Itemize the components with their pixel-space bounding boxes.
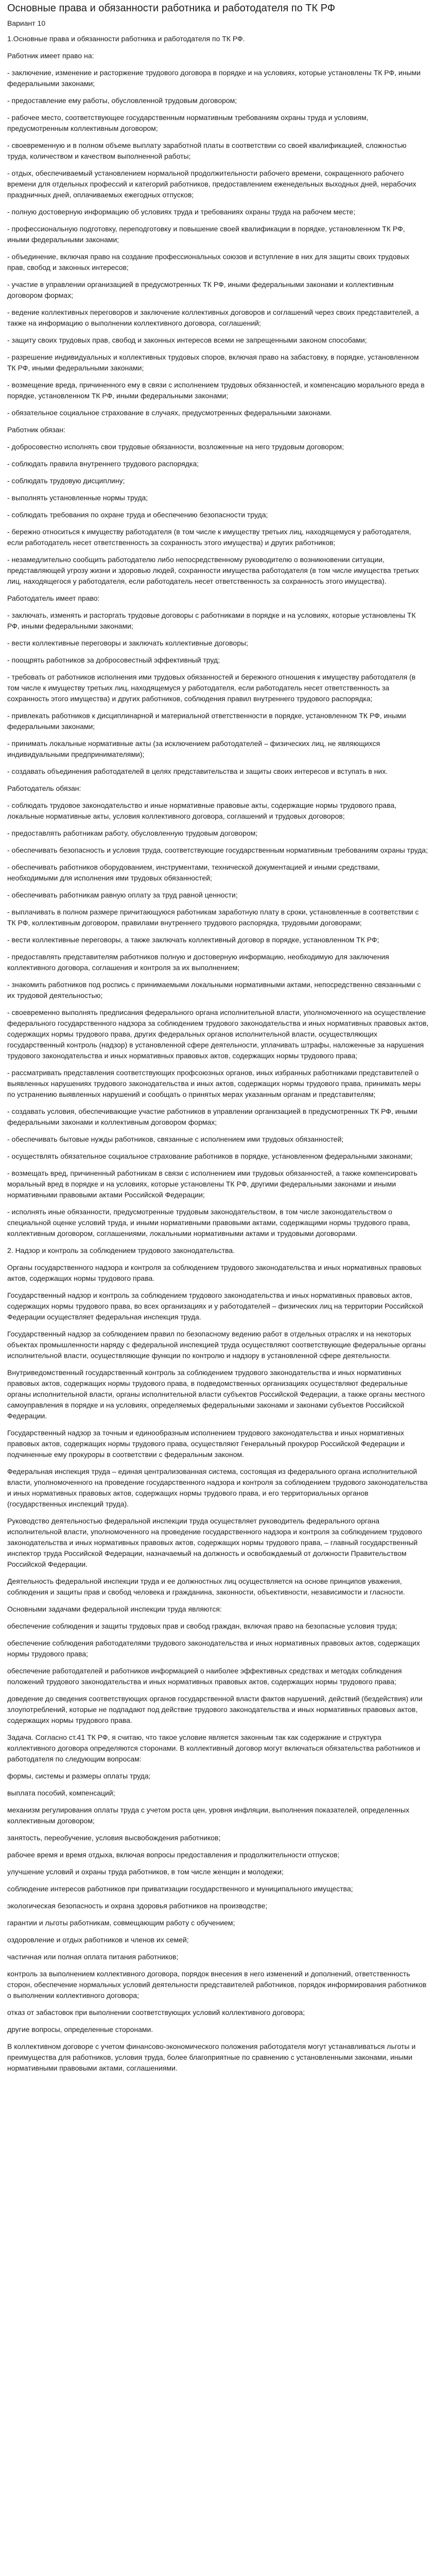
document-paragraph: Деятельность федеральной инспекции труда и ее должностных лиц осуществляется на основе принципов уважения, соблюдения и защиты прав и свобод человека и гражданина, законности, объективности, независимости и гласности. xyxy=(7,1577,405,1596)
document-body xyxy=(7,33,429,2074)
document-paragraph: соблюдение интересов работников при приватизации государственного и муниципального имущества; xyxy=(7,1885,353,1893)
document-paragraph: - выполнять установленные нормы труда; xyxy=(7,494,148,502)
document-paragraph: - знакомить работников под роспись с принимаемыми локальными нормативными актами, непосредственно связанными с их трудовой деятельностью; xyxy=(7,980,421,999)
document-paragraph: - обязательное социальное страхование в случаях, предусмотренных федеральными законами. xyxy=(7,409,332,417)
document-paragraph: формы, системы и размеры оплаты труда; xyxy=(7,1772,151,1780)
document-paragraph: Работник имеет право на: xyxy=(7,52,94,60)
document-paragraph: - соблюдать требования по охране труда и обеспечению безопасности труда; xyxy=(7,511,268,519)
document-paragraph: - вести коллективные переговоры, а также заключать коллективный договор в порядке, установленном ТК РФ; xyxy=(7,936,379,944)
document-paragraph: - добросовестно исполнять свои трудовые обязанности, возложенные на него трудовым договором; xyxy=(7,443,344,451)
document-paragraph: Работодатель имеет право: xyxy=(7,594,100,602)
document-paragraph: Основными задачами федеральной инспекции труда являются: xyxy=(7,1605,222,1613)
document-paragraph: - незамедлительно сообщить работодателю либо непосредственному руководителю о возникновении ситуации, представляющей угрозу жизни и здоровью людей, сохранности имущества работодателя (в том числе имущества третьих лиц, находящегося у работодателя, если работодатель несет ответственность за сохранность этого имущества). xyxy=(7,555,419,585)
document-paragraph: - предоставлять представителям работников полную и достоверную информацию, необходимую для заключения коллективного договора, соглашения и контроля за их выполнением; xyxy=(7,953,389,972)
document-paragraph: Работник обязан: xyxy=(7,426,66,434)
document-paragraph: - обеспечивать безопасность и условия труда, соответствующие государственным нормативным требованиям охраны труда; xyxy=(7,846,428,854)
document-paragraph: - заключение, изменение и расторжение трудового договора в порядке и на условиях, которые установлены ТК РФ, иными федеральными законами; xyxy=(7,69,421,88)
document-paragraph: другие вопросы, определенные сторонами. xyxy=(7,2025,153,2033)
document-paragraph: - возмещать вред, причиненный работникам в связи с исполнением ими трудовых обязанностей, а также компенсировать моральный вред в порядке и на условиях, которые установлены ТК РФ, другими федеральными законами и иными нормативными правовыми актами Российской Федерации; xyxy=(7,1169,417,1199)
document-paragraph: Государственный надзор и контроль за соблюдением трудового законодательства и иных нормативных правовых актов, содержащих нормы трудового права, во всех организациях и у работодателей – физических лиц на территории Российской Федерации осуществляет федеральная инспекция труда. xyxy=(7,1291,424,1321)
document-paragraph: Задача. Согласно ст.41 ТК РФ, я считаю, что такое условие является законным так как содержание и структура коллективного договора определяются сторонами. В коллективный договор могут включаться обязательства работников и работодателя по следующим вопросам: xyxy=(7,1733,421,1763)
document-paragraph: - отдых, обеспечиваемый установлением нормальной продолжительности рабочего времени, сокращенного рабочего времени для отдельных профессий и категорий работников, предоставлением еженедельных выходных дней, нерабочих праздничных дней, оплачиваемых ежегодных отпусков; xyxy=(7,169,416,199)
document-paragraph: Руководство деятельностью федеральной инспекции труда осуществляет руководитель федерального органа исполнительной власти, уполномоченного на проведение государственного надзора и контроля за соблюдением трудового законодательства и иных нормативных правовых актов, содержащих нормы трудового права, – главный государственный инспектор труда Российской Федерации, назначаемый на должность и освобождаемый от должности Правительством Российской Федерации. xyxy=(7,1517,422,1568)
document-paragraph: - защиту своих трудовых прав, свобод и законных интересов всеми не запрещенными законом способами; xyxy=(7,336,367,344)
document-paragraph: - профессиональную подготовку, переподготовку и повышение своей квалификации в порядке, установленном ТК РФ, иными федеральными законами; xyxy=(7,225,405,244)
document-paragraph: - принимать локальные нормативные акты (за исключением работодателей – физических лиц, не являющихся индивидуальными предпринимателями); xyxy=(7,739,380,758)
document-paragraph: 1.Основные права и обязанности работника и работодателя по ТК РФ. xyxy=(7,35,245,43)
document-paragraph: - заключать, изменять и расторгать трудовые договоры с работниками в порядке и на условиях, которые установлены ТК РФ, иными федеральными законами; xyxy=(7,611,416,630)
document-paragraph: В коллективном договоре с учетом финансово-экономического положения работодателя могут устанавливаться льготы и преимущества для работников, условия труда, более благоприятные по сравнению с установленными законами, иными нормативными правовыми актами, соглашениями. xyxy=(7,2042,416,2072)
document-paragraph: гарантии и льготы работникам, совмещающим работу с обучением; xyxy=(7,1919,235,1927)
variant-label: Вариант 10 xyxy=(7,19,46,27)
document-paragraph: - исполнять иные обязанности, предусмотренные трудовым законодательством, в том числе законодательством о специальной оценке условий труда, и иными нормативными правовыми актами, содержащими нормы трудового права, коллективным договором, соглашениями, локальными нормативными актами и трудовыми договорами. xyxy=(7,1208,410,1238)
document-paragraph: - осуществлять обязательное социальное страхование работников в порядке, установленном федеральными законами; xyxy=(7,1152,413,1160)
document-paragraph: - полную достоверную информацию об условиях труда и требованиях охраны труда на рабочем месте; xyxy=(7,208,356,216)
document-paragraph: - обеспечивать работников оборудованием, инструментами, технической документацией и иными средствами, необходимыми для исполнения ими трудовых обязанностей; xyxy=(7,863,380,882)
document-paragraph: занятость, переобучение, условия высвобождения работников; xyxy=(7,1834,221,1842)
document-paragraph: - соблюдать трудовое законодательство и иные нормативные правовые акты, содержащие нормы трудового права, локальные нормативные акты, условия коллективного договора, соглашений и трудовых договоров; xyxy=(7,801,397,820)
document-paragraph: - привлекать работников к дисциплинарной и материальной ответственности в порядке, установленном ТК РФ, иными федеральными законами; xyxy=(7,711,406,731)
document-paragraph: - своевременно выполнять предписания федерального органа исполнительной власти, уполномоченного на осуществление федерального государственного надзора за соблюдением трудового законодательства и иных нормативных правовых актов, содержащих нормы трудового права, других федеральных органов исполнительной власти, осуществляющих государственный контроль (надзор) в установленной сфере деятельности, уплачивать штрафы, наложенные за нарушения трудового законодательства и иных нормативных правовых актов, содержащих нормы трудового права; xyxy=(7,1008,429,1060)
document-paragraph: - разрешение индивидуальных и коллективных трудовых споров, включая право на забастовку, в порядке, установленном ТК РФ, иными федеральными законами; xyxy=(7,353,419,372)
document-paragraph: - создавать условия, обеспечивающие участие работников в управлении организацией в предусмотренных ТК РФ, иными федеральными законами и коллективным договором формах; xyxy=(7,1107,417,1126)
document-paragraph: обеспечение соблюдения работодателями трудового законодательства и иных нормативных правовых актов, содержащих нормы трудового права; xyxy=(7,1639,420,1658)
document-paragraph: - поощрять работников за добросовестный эффективный труд; xyxy=(7,656,220,664)
document-paragraph: механизм регулирования оплаты труда с учетом роста цен, уровня инфляции, выполнения показателей, определенных коллективным договором; xyxy=(7,1806,410,1825)
document-paragraph: Государственный надзор за соблюдением правил по безопасному ведению работ в отдельных отраслях и на некоторых объектах промышленности наряду с федеральной инспекцией труда осуществляют соответствующие федеральные органы исполнительной власти, осуществляющие функции по контролю и надзору в установленной сфере деятельности. xyxy=(7,1330,426,1360)
document-paragraph: контроль за выполнением коллективного договора, порядок внесения в него изменений и дополнений, ответственность сторон, обеспечение нормальных условий деятельности представителей работников, порядок информирования работников о выполнении коллективного договора; xyxy=(7,1970,427,1999)
document-paragraph: частичная или полная оплата питания работников; xyxy=(7,1953,179,1961)
document-paragraph: Работодатель обязан: xyxy=(7,784,81,792)
document-paragraph: обеспечение работодателей и работников информацией о наиболее эффективных средствах и методах соблюдения положений трудового законодательства и иных нормативных правовых актов, содержащих нормы трудового права; xyxy=(7,1667,402,1686)
document-paragraph: - предоставлять работникам работу, обусловленную трудовым договором; xyxy=(7,829,258,837)
document-paragraph: - рабочее место, соответствующее государственным нормативным требованиям охраны труда и условиям, предусмотренным коллективным договором; xyxy=(7,113,369,132)
document-paragraph: - создавать объединения работодателей в целях представительства и защиты своих интересов и вступать в них. xyxy=(7,767,388,775)
document-paragraph: - объединение, включая право на создание профессиональных союзов и вступление в них для защиты своих трудовых прав, свобод и законных интересов; xyxy=(7,252,410,272)
document-paragraph: - рассматривать представления соответствующих профсоюзных органов, иных избранных работниками представителей о выявленных нарушениях трудового законодательства и иных актов, содержащих нормы трудового права, принимать меры по устранению выявленных нарушений и сообщать о принятых мерах указанным органам и представителям; xyxy=(7,1069,421,1098)
document-paragraph: доведение до сведения соответствующих органов государственной власти фактов нарушений, действий (бездействия) или злоупотреблений, которые не подпадают под действие трудового законодательства и иных нормативных правовых актов, содержащих нормы трудового права. xyxy=(7,1694,423,1724)
document-paragraph: Государственный надзор за точным и единообразным исполнением трудового законодательства и иных нормативных правовых актов, содержащих нормы трудового права, осуществляют Генеральный прокурор Российской Федерации и подчиненные ему прокуроры в соответствии с федеральным законом. xyxy=(7,1429,405,1459)
document-paragraph: отказ от забастовок при выполнении соответствующих условий коллективного договора; xyxy=(7,2008,305,2016)
document-paragraph: - вести коллективные переговоры и заключать коллективные договоры; xyxy=(7,639,248,647)
document-paragraph: улучшение условий и охраны труда работников, в том числе женщин и молодежи; xyxy=(7,1868,284,1876)
document-paragraph: - соблюдать трудовую дисциплину; xyxy=(7,477,125,485)
document-paragraph: - возмещение вреда, причиненного ему в связи с исполнением трудовых обязанностей, и компенсацию морального вреда в порядке, установленном ТК РФ, иными федеральными законами; xyxy=(7,381,425,400)
document-paragraph: Органы государственного надзора и контроля за соблюдением трудового законодательства и иных нормативных правовых актов, содержащих нормы трудового права. xyxy=(7,1263,422,1282)
document-paragraph: Внутриведомственный государственный контроль за соблюдением трудового законодательства и иных нормативных правовых актов, содержащих нормы трудового права, в подведомственных организациях осуществляют федеральные органы исполнительной власти, органы исполнительной власти субъектов Российской Федерации, а также органы местного самоуправления в порядке и на условиях, определяемых федеральными законами и законами субъектов Российской Федерации. xyxy=(7,1368,425,1420)
document-paragraph: 2. Надзор и контроль за соблюдением трудового законодательства. xyxy=(7,1246,235,1255)
document-paragraph: - своевременную и в полном объеме выплату заработной платы в соответствии со своей квалификацией, сложностью труда, количеством и качеством выполненной работы; xyxy=(7,141,407,160)
document-paragraph: - соблюдать правила внутреннего трудового распорядка; xyxy=(7,460,199,468)
page-title: Основные права и обязанности работника и работодателя по ТК РФ xyxy=(7,3,336,14)
document-paragraph: выплата пособий, компенсаций; xyxy=(7,1789,115,1797)
document-paragraph: - бережно относиться к имуществу работодателя (в том числе к имуществу третьих лиц, находящемуся у работодателя, если работодатель несет ответственность за сохранность этого имущества) и других работников; xyxy=(7,528,411,547)
document-paragraph: - обеспечивать бытовые нужды работников, связанные с исполнением ими трудовых обязанностей; xyxy=(7,1135,344,1143)
document-paragraph: - ведение коллективных переговоров и заключение коллективных договоров и соглашений через своих представителей, а также на информацию о выполнении коллективного договора, соглашений; xyxy=(7,308,419,327)
document-paragraph: - выплачивать в полном размере причитающуюся работникам заработную плату в сроки, установленные в соответствии с ТК РФ, коллективным договором, правилами внутреннего трудового распорядка, трудовыми договорами; xyxy=(7,908,419,927)
document-paragraph: Федеральная инспекция труда – единая централизованная система, состоящая из федерального органа исполнительной власти, уполномоченного на проведение государственного надзора и контроля за соблюдением трудового законодательства и иных нормативных правовых актов, содержащих нормы трудового права, и его территориальных органов (государственных инспекций труда). xyxy=(7,1467,428,1508)
document-paragraph: - участие в управлении организацией в предусмотренных ТК РФ, иными федеральными законами и коллективным договором формах; xyxy=(7,280,394,299)
document-paragraph: - обеспечивать работникам равную оплату за труд равной ценности; xyxy=(7,891,238,899)
document-paragraph: рабочее время и время отдыха, включая вопросы предоставления и продолжительности отпусков; xyxy=(7,1851,340,1859)
document-paragraph: обеспечение соблюдения и защиты трудовых прав и свобод граждан, включая право на безопасные условия труда; xyxy=(7,1622,397,1630)
document-paragraph: - предоставление ему работы, обусловленной трудовым договором; xyxy=(7,96,237,105)
document-paragraph: экологическая безопасность и охрана здоровья работников на производстве; xyxy=(7,1902,268,1910)
document-paragraph: оздоровление и отдых работников и членов их семей; xyxy=(7,1936,189,1944)
document-paragraph: - требовать от работников исполнения ими трудовых обязанностей и бережного отношения к имуществу работодателя (в том числе к имуществу третьих лиц, находящемуся у работодателя, если работодатель несет ответственность за сохранность этого имущества) и других работников, соблюдения правил внутреннего трудового распорядка; xyxy=(7,673,416,703)
